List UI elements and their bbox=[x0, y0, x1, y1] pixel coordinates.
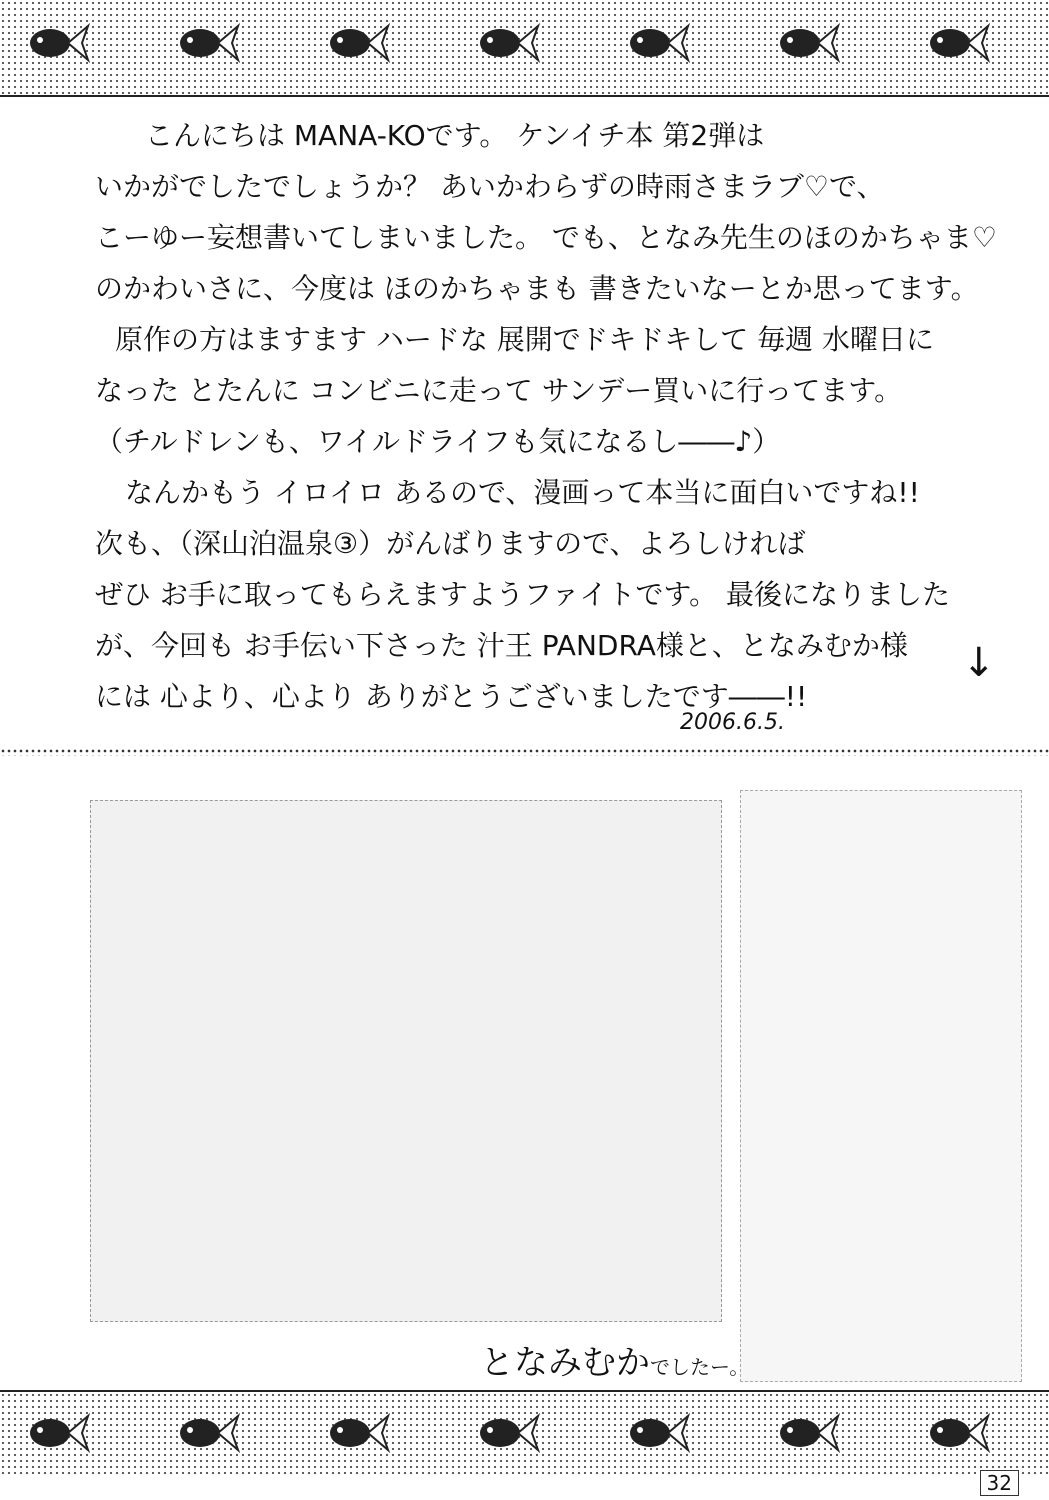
goldfish-icon bbox=[770, 1408, 840, 1458]
text-line: いかがでしたでしょうか？ あいかわらずの時雨さまラブ♡で、 bbox=[95, 170, 885, 203]
text-line: には 心より、心より ありがとうございましたです――!! bbox=[95, 680, 808, 713]
goldfish-icon bbox=[470, 18, 540, 68]
section-divider bbox=[0, 748, 1049, 756]
text-line: （チルドレンも、ワイルドライフも気になるし――♪） bbox=[95, 425, 781, 458]
text-line: こんにちは MANA-KOです。 ケンイチ本 第2弾は bbox=[145, 119, 765, 152]
goldfish-icon bbox=[170, 1408, 240, 1458]
signature-name: となみむか bbox=[480, 1343, 650, 1383]
text-line: 原作の方はますます ハードな 展開でドキドキして 毎週 水曜日に bbox=[115, 323, 935, 356]
goldfish-icon bbox=[170, 18, 240, 68]
goldfish-icon bbox=[320, 1408, 390, 1458]
afterword-mana-ko bbox=[95, 110, 998, 722]
down-arrow-icon: ↓ bbox=[962, 640, 996, 686]
goldfish-icon bbox=[20, 1408, 90, 1458]
lower-section-placeholder bbox=[90, 800, 722, 1322]
page-number: 32 bbox=[980, 1470, 1019, 1496]
text-line: こーゆー妄想書いてしまいました。 でも、となみ先生のほのかちゃま♡ bbox=[95, 221, 998, 254]
goldfish-icon bbox=[920, 18, 990, 68]
text-line: が、今回も お手伝い下さった 汁王 PANDRA様と、となみむか様 bbox=[95, 629, 908, 662]
goldfish-icon bbox=[470, 1408, 540, 1458]
goldfish-icon bbox=[620, 18, 690, 68]
text-line: 次も、（深山泊温泉③）がんばりますので、よろしければ bbox=[95, 527, 806, 560]
date: 2006.6.5. bbox=[680, 710, 785, 735]
goldfish-icon bbox=[920, 1408, 990, 1458]
goldfish-icon bbox=[20, 18, 90, 68]
signature-suffix: でしたー。 bbox=[650, 1355, 750, 1379]
text-line: のかわいさに、今度は ほのかちゃまも 書きたいなーとか思ってます。 bbox=[95, 272, 979, 305]
text-line: なんかもう イロイロ あるので、漫画って本当に面白いですね!! bbox=[125, 476, 920, 509]
signature bbox=[480, 1335, 749, 1384]
goldfish-icon bbox=[620, 1408, 690, 1458]
text-line: ぜひ お手に取ってもらえますようファイトです。 最後になりました bbox=[95, 578, 951, 611]
text-line: なった とたんに コンビニに走って サンデー買いに行ってます。 bbox=[95, 374, 903, 407]
illustration-placeholder bbox=[740, 790, 1022, 1382]
goldfish-icon bbox=[320, 18, 390, 68]
goldfish-icon bbox=[770, 18, 840, 68]
